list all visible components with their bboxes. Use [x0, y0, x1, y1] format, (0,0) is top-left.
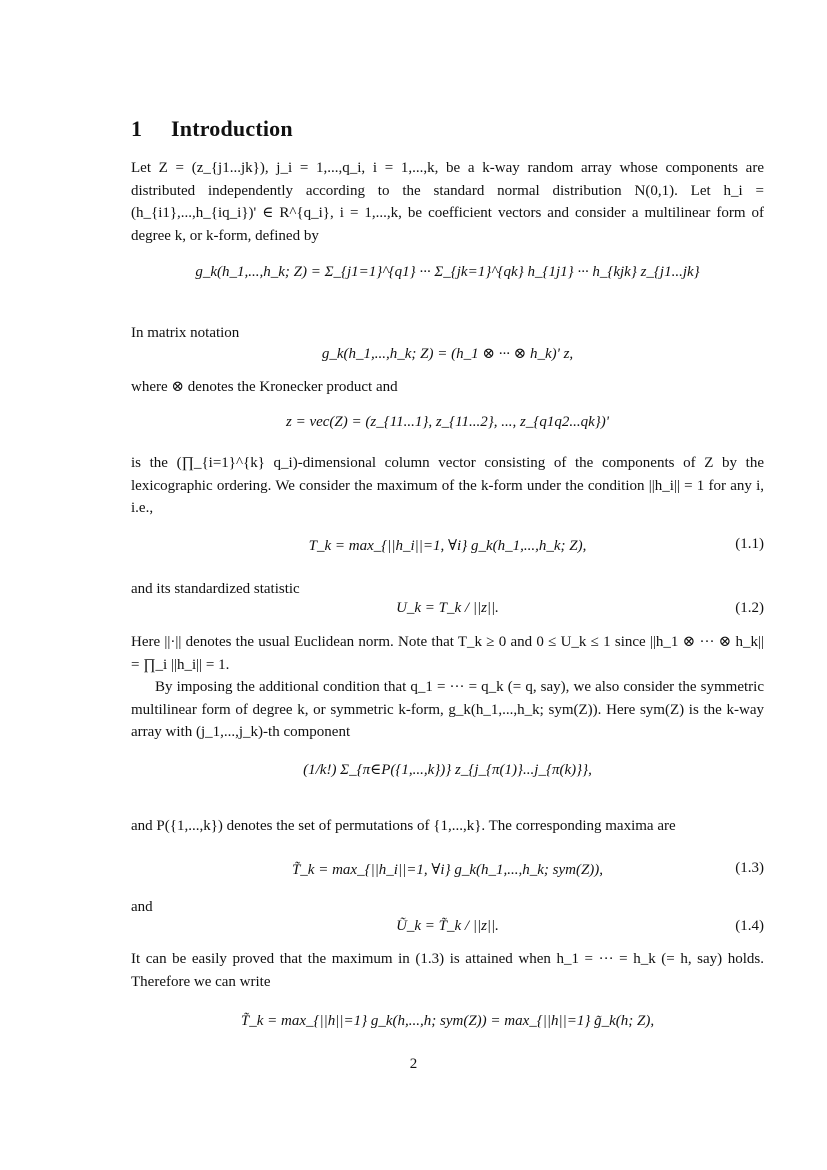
paragraph-3: where ⊗ denotes the Kronecker product and	[131, 379, 398, 395]
paragraph-10: It can be easily proved that the maximum in (1.3) is attained when h_1 = ··· = h_k (= h, say) holds. Therefore we can write	[131, 951, 764, 990]
equation-number-1-4: (1.4)	[735, 918, 764, 934]
paragraph-2: In matrix notation	[131, 325, 240, 341]
equation-final: T̃_k = max_{||h||=1} g_k(h,...,h; sym(Z)) = max_{||h||=1} g̃_k(h; Z),	[240, 1013, 655, 1029]
section-number: 1	[131, 116, 143, 141]
page-number: 2	[409, 1056, 418, 1072]
section-title: Introduction	[171, 116, 293, 141]
equation-Tk-tilde: T̃_k = max_{||h_i||=1, ∀i} g_k(h_1,...,h_k; sym(Z)),	[291, 862, 604, 878]
equation-number-1-3: (1.3)	[735, 860, 764, 876]
equation-Uk-tilde: Ũ_k = T̃_k / ||z||.	[396, 918, 499, 934]
equation-matrix: g_k(h_1,...,h_k; Z) = (h_1 ⊗ ··· ⊗ h_k)' z,	[321, 346, 574, 362]
paragraph-5: and its standardized statistic	[131, 581, 300, 597]
section-heading	[131, 116, 293, 142]
equation-gk: g_k(h_1,...,h_k; Z) = Σ_{j1=1}^{q1} ··· Σ_{jk=1}^{qk} h_{1j1} ··· h_{kjk} z_{j1...jk}	[195, 264, 700, 280]
equation-Tk: T_k = max_{||h_i||=1, ∀i} g_k(h_1,...,h_k; Z),	[308, 538, 587, 554]
paragraph-9: and	[131, 899, 153, 915]
paragraph-7: By imposing the additional condition that q_1 = ··· = q_k (= q, say), we also consider the symmetric multilinear form of degree k, or symmetric k-form, g_k(h_1,...,h_k; sym(Z)). Here sym(Z) is the k-way array with (j_1,...,j_k)-th component	[131, 679, 764, 740]
equation-vec: z = vec(Z) = (z_{11...1}, z_{11...2}, ..., z_{q1q2...qk})'	[285, 414, 610, 430]
paragraph-6: Here ||·|| denotes the usual Euclidean norm. Note that T_k ≥ 0 and 0 ≤ U_k ≤ 1 since ||h_1 ⊗ ··· ⊗ h_k|| = ∏_i ||h_i|| = 1.	[131, 634, 764, 673]
paragraph-8: and P({1,...,k}) denotes the set of permutations of {1,...,k}. The corresponding maxima are	[131, 818, 676, 834]
paragraph-1: Let Z = (z_{j1...jk}), j_i = 1,...,q_i, i = 1,...,k, be a k-way random array whose components are distributed independently according to the standard normal distribution N(0,1). Let h_i = (h_{i1},...,h_{iq_i})' ∈ R^{q_i}, i = 1,...,k, be coefficient vectors and consider a multilinear form of degree k, or k-form, defined by	[131, 160, 764, 244]
paragraph-4: is the (∏_{i=1}^{k} q_i)-dimensional column vector consisting of the components of Z by the lexicographic ordering. We consider the maximum of the k-form under the condition ||h_i|| = 1 for any i, i.e.,	[131, 455, 764, 516]
equation-number-1-2: (1.2)	[735, 600, 764, 616]
equation-number-1-1: (1.1)	[735, 536, 764, 552]
equation-Uk: U_k = T_k / ||z||.	[396, 600, 499, 616]
equation-sym: (1/k!) Σ_{π∈P({1,...,k})} z_{j_{π(1)}...j_{π(k)}},	[303, 762, 592, 778]
